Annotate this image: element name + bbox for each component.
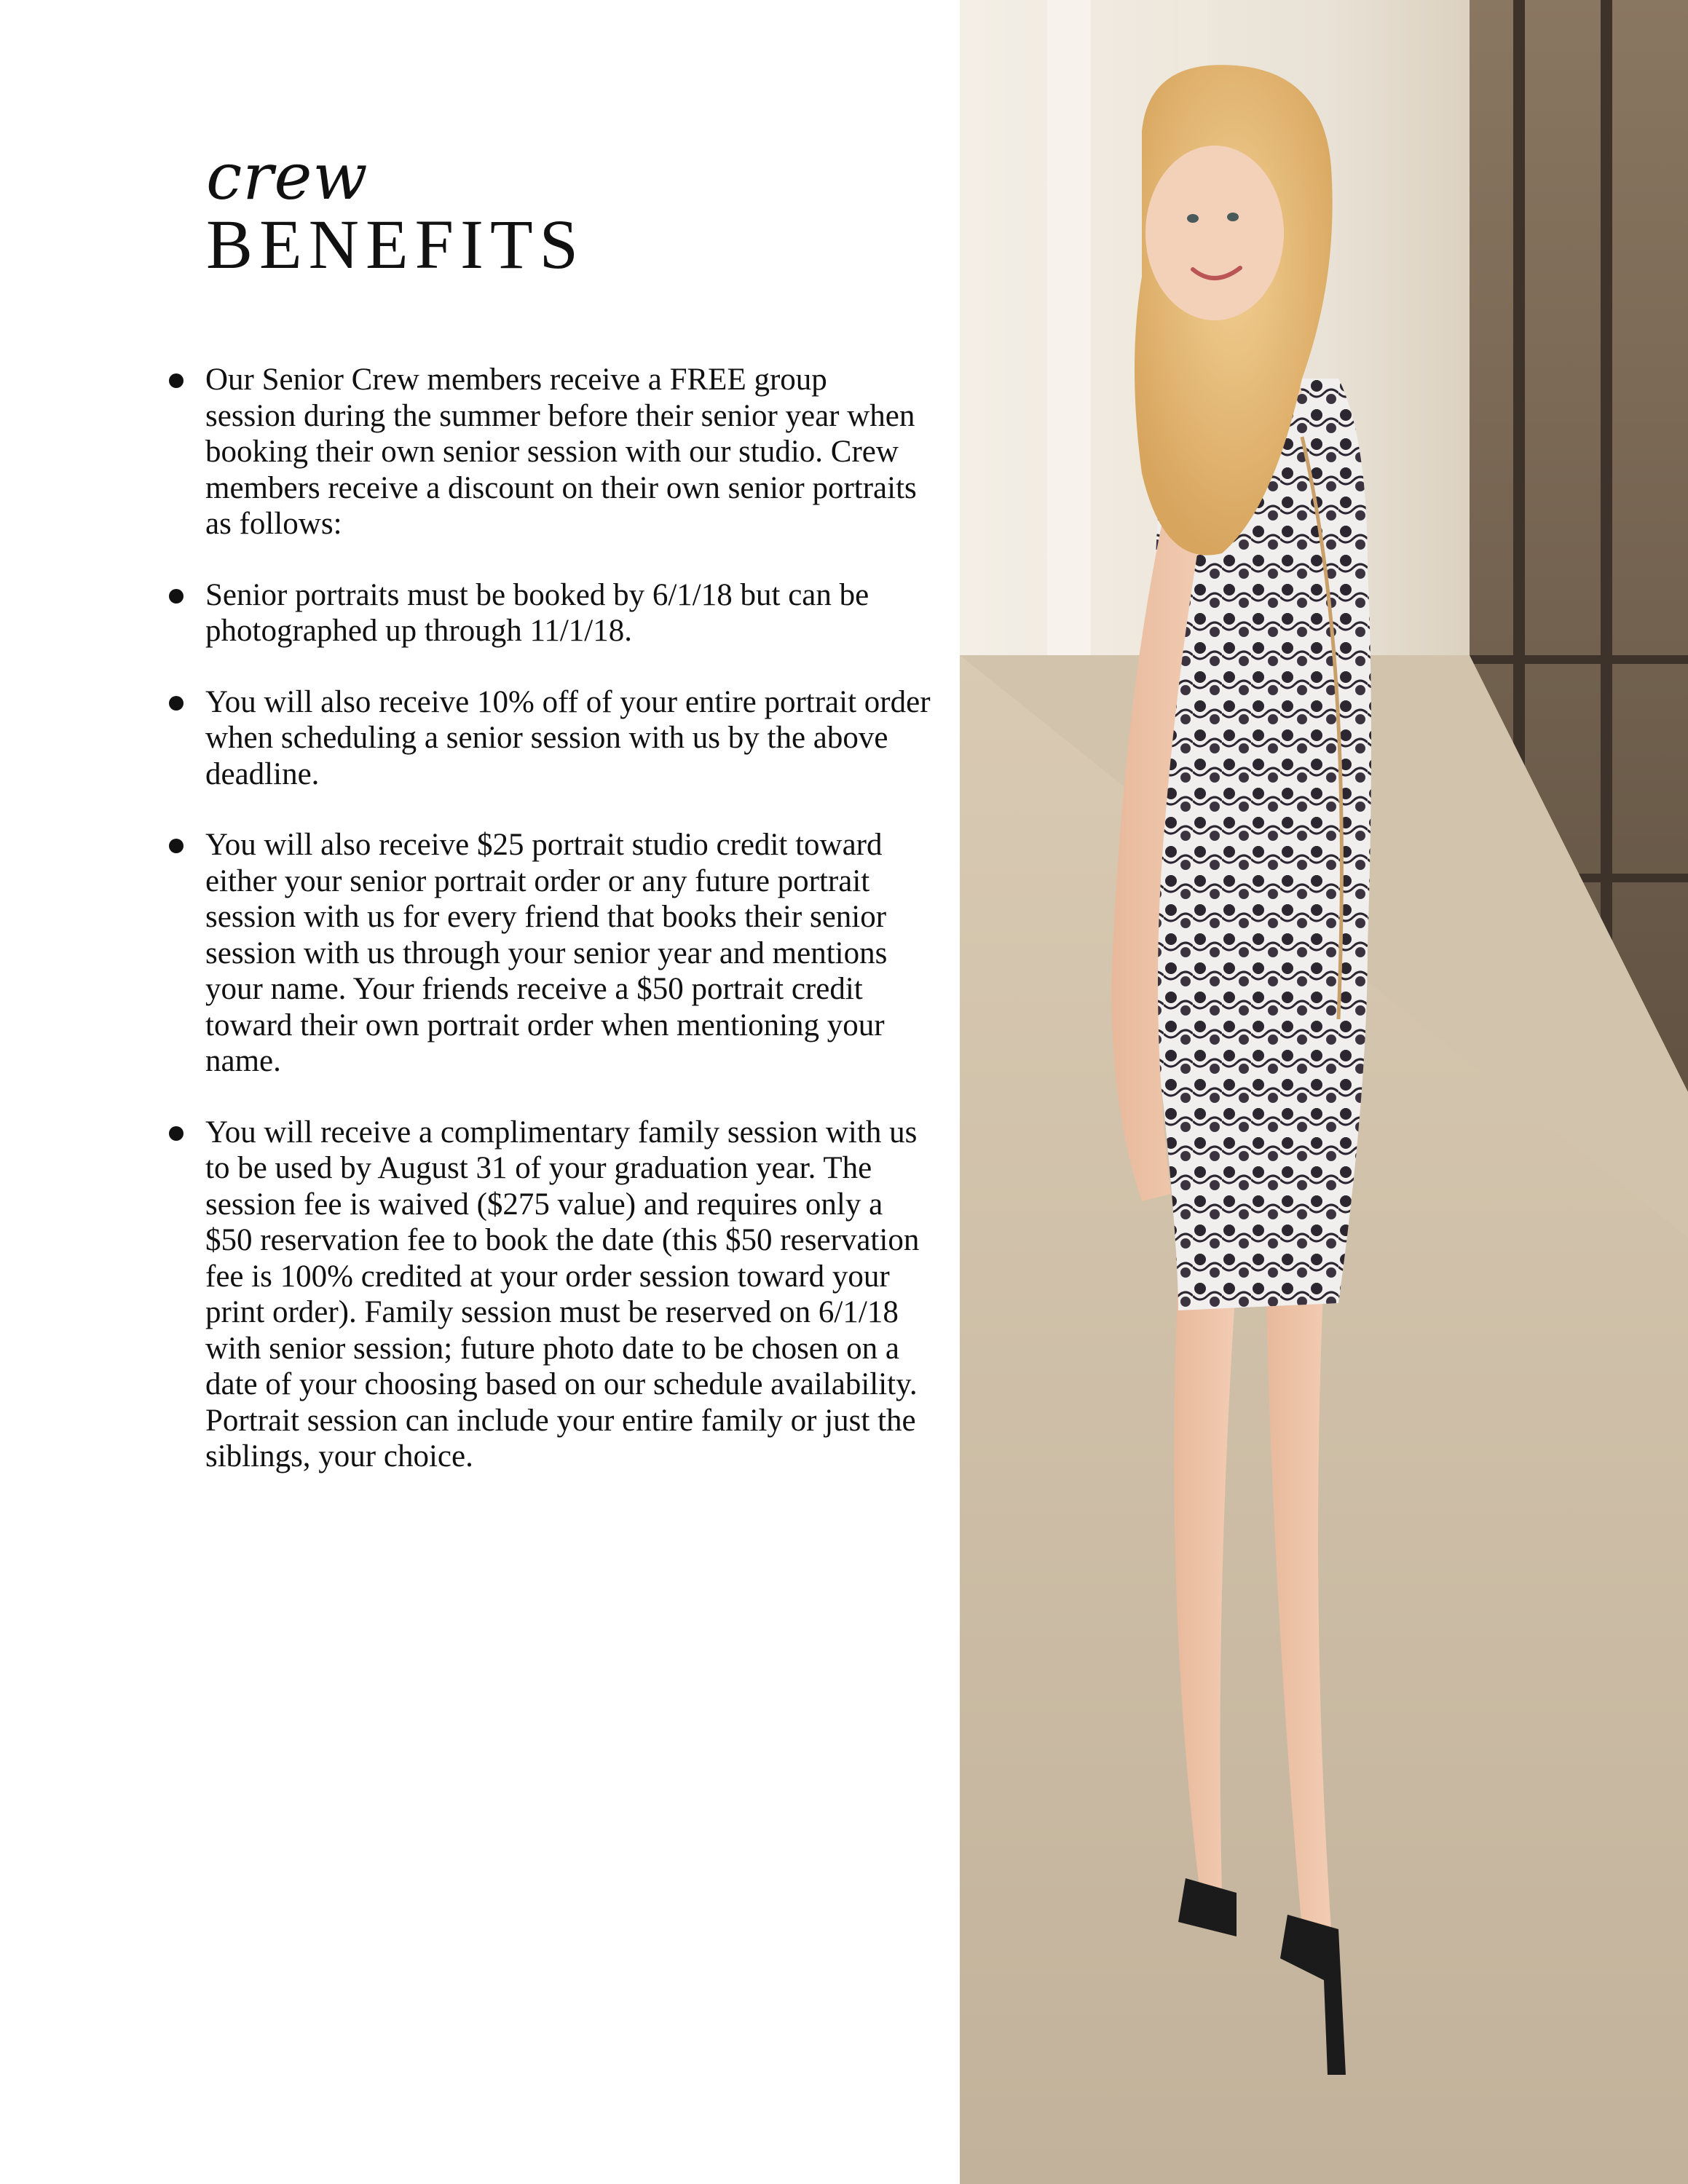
senior-portrait-photo [960, 0, 1688, 2184]
heading-script-word: crew [206, 139, 368, 214]
bullet-icon [169, 589, 184, 604]
portrait-illustration [960, 0, 1688, 2184]
benefit-item [163, 362, 935, 542]
benefit-item [163, 1115, 935, 1475]
benefit-text: You will receive a complimentary family session with us to be used by August 31 of your graduation year. The session fee is waived ($275 value) and requires only a $50 reservation fee to book the date (this $50 reservation fee is 100% credited at your order session toward your print order). Family session must be reserved on 6/1/18 with senior session; future photo date to be chosen on a date of your choosing based on our schedule availability. Portrait session can include your entire family or just the siblings, your choice. [205, 1115, 920, 1473]
benefit-item [163, 684, 935, 793]
bullet-icon [169, 839, 184, 853]
benefit-item [163, 577, 935, 649]
page-heading [206, 139, 585, 283]
benefit-item [163, 827, 935, 1080]
heading-caps-word: BENEFITS [206, 205, 585, 283]
benefit-text: Our Senior Crew members receive a FREE group session during the summer before their senior year when booking their own senior session with our studio. Crew members receive a discount on their own senior portraits as follows: [205, 363, 917, 541]
bullet-icon [169, 373, 184, 388]
benefit-text: Senior portraits must be booked by 6/1/18 but can be photographed up through 11/1/18. [205, 577, 869, 648]
benefit-text: You will also receive $25 portrait studio credit toward either your senior portrait order or any future portrait session with us for every friend that books their senior session with us through your senior year and mentions your name. Your friends receive a $50 portrait credit toward their own portrait order when mentioning your name. [205, 828, 888, 1078]
bullet-icon [169, 696, 184, 711]
bullet-icon [169, 1126, 184, 1141]
benefits-list [163, 362, 935, 1510]
benefit-text: You will also receive 10% off of your entire portrait order when scheduling a senior session with us by the above deadline. [205, 684, 931, 791]
